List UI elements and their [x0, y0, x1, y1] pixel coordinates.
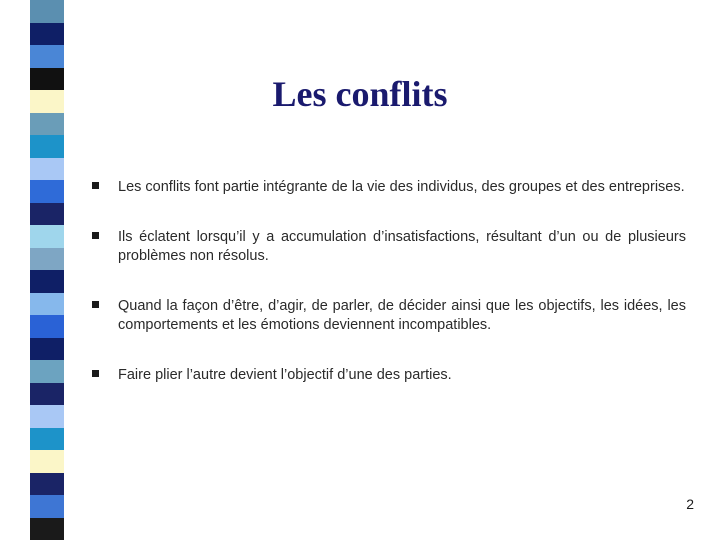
stripe-block — [30, 135, 64, 158]
stripe-block — [30, 293, 64, 316]
bullet-item — [92, 178, 686, 197]
stripe-block — [30, 225, 64, 248]
stripe-block — [30, 23, 64, 46]
stripe-block — [30, 113, 64, 136]
stripe-block — [30, 180, 64, 203]
stripe-block — [30, 270, 64, 293]
bullet-item — [92, 366, 686, 385]
square-bullet-icon — [92, 232, 99, 239]
stripe-block — [30, 450, 64, 473]
stripe-block — [30, 383, 64, 406]
stripe-block — [30, 405, 64, 428]
bullet-text: Quand la façon d’être, d’agir, de parler, de décider ainsi que les objectifs, les idées, les comportements et les émotions deviennent incompatibles. — [118, 298, 686, 333]
bullet-text: Faire plier l’autre devient l’objectif d’une des parties. — [118, 367, 452, 383]
stripe-block — [30, 315, 64, 338]
page-number: 2 — [686, 496, 694, 512]
stripe-block — [30, 518, 64, 540]
stripe-block — [30, 0, 64, 23]
square-bullet-icon — [92, 182, 99, 189]
slide-title: Les conflits — [272, 74, 448, 114]
bullet-text: Les conflits font partie intégrante de la vie des individus, des groupes et des entreprises. — [118, 179, 685, 195]
stripe-block — [30, 495, 64, 518]
stripe-block — [30, 338, 64, 361]
stripe-block — [30, 158, 64, 181]
bullet-text: Ils éclatent lorsqu’il y a accumulation d’insatisfactions, résultant d’un ou de plusieurs problèmes non résolus. — [118, 229, 686, 264]
stripe-block — [30, 428, 64, 451]
bullet-item — [92, 228, 686, 266]
stripe-block — [30, 203, 64, 226]
square-bullet-icon — [92, 370, 99, 377]
bullet-item — [92, 297, 686, 335]
stripe-block — [30, 248, 64, 271]
stripe-block — [30, 45, 64, 68]
stripe-block — [30, 360, 64, 383]
square-bullet-icon — [92, 301, 99, 308]
stripe-block — [30, 473, 64, 496]
bullet-list — [92, 178, 686, 416]
